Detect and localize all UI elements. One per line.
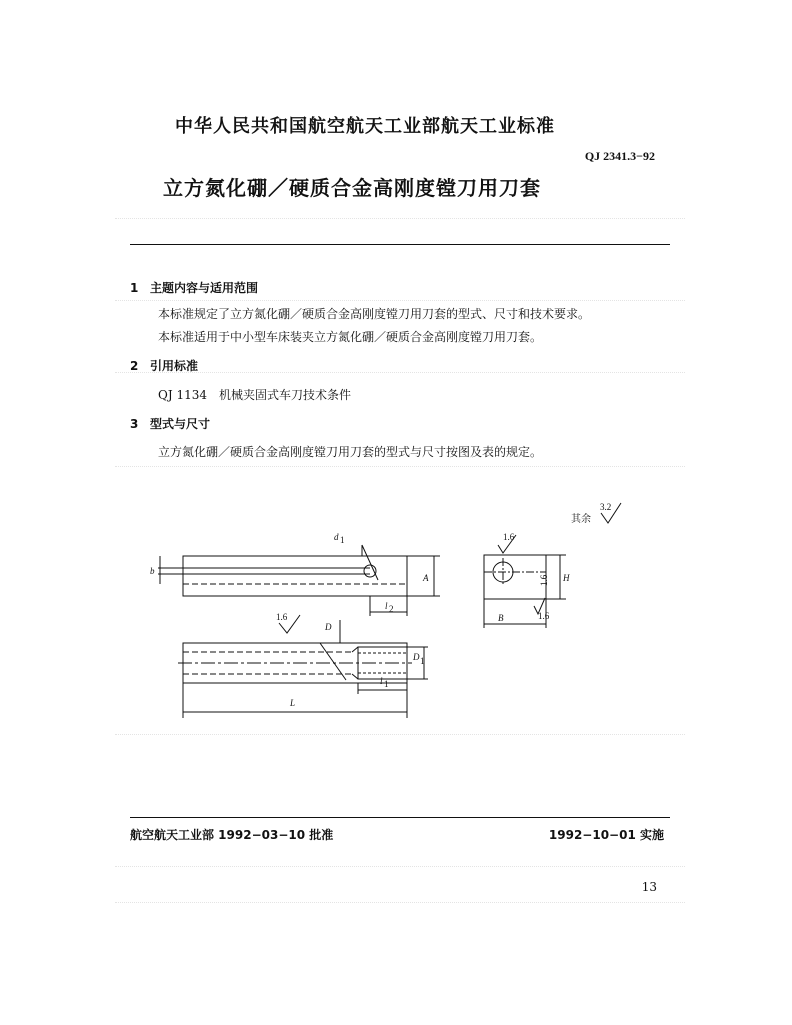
- paragraph: QJ 1134 机械夹固式车刀技术条件: [158, 388, 352, 402]
- roughness-value: 1.6: [503, 532, 515, 542]
- label-A: A: [423, 573, 429, 583]
- roughness-value: 1.6: [538, 611, 550, 621]
- label-B: B: [498, 613, 504, 623]
- roughness-value: 1.6: [539, 574, 549, 586]
- document-title: 立方氮化硼／硬质合金高刚度镗刀用刀套: [163, 176, 541, 200]
- label-l1-subscript: 1: [384, 679, 389, 689]
- label-b: b: [150, 566, 155, 576]
- section-heading-text: 主题内容与适用范围: [150, 281, 259, 295]
- section-heading-text: 引用标准: [150, 359, 199, 373]
- roughness-note: 其余: [571, 514, 591, 525]
- roughness-value: 1.6: [276, 612, 288, 622]
- label-D: D: [325, 622, 332, 632]
- effective-date: 1992−10−01 实施: [548, 828, 664, 842]
- label-L: L: [290, 698, 296, 708]
- footer-divider: [130, 817, 670, 818]
- organization-heading: 中华人民共和国航空航天工业部航天工业标准: [175, 116, 555, 137]
- paragraph: 本标准规定了立方氮化硼／硬质合金高刚度镗刀用刀套的型式、尺寸和技术要求。: [158, 307, 591, 321]
- label-l2-subscript: 2: [389, 604, 394, 614]
- paragraph: 本标准适用于中小型车床装夹立方氮化硼／硬质合金高刚度镗刀用刀套。: [158, 330, 543, 344]
- standard-code: QJ 2341.3−92: [584, 149, 655, 163]
- approval-date: 航空航天工业部 1992−03−10 批准: [130, 828, 334, 842]
- page-number: 13: [641, 880, 657, 894]
- chamfer-line: [352, 674, 358, 679]
- roughness-general-value: 3.2: [600, 502, 612, 512]
- section-number: 2: [130, 359, 139, 373]
- label-l2: l: [385, 601, 388, 611]
- section-number: 1: [130, 281, 139, 295]
- label-D1-subscript: 1: [420, 656, 425, 666]
- label-d1: d: [334, 532, 339, 542]
- d1-leader: [362, 545, 378, 580]
- label-D1: D: [413, 652, 420, 662]
- section-heading-text: 型式与尺寸: [150, 417, 211, 431]
- paragraph: 立方氮化硼／硬质合金高刚度镗刀用刀套的型式与尺寸按图及表的规定。: [158, 445, 543, 459]
- label-d1-subscript: 1: [340, 535, 345, 545]
- label-H: H: [563, 573, 570, 583]
- side-view-body: [484, 555, 546, 599]
- section-number: 3: [130, 417, 139, 431]
- chamfer-line: [352, 647, 358, 652]
- label-l1: l: [380, 676, 383, 686]
